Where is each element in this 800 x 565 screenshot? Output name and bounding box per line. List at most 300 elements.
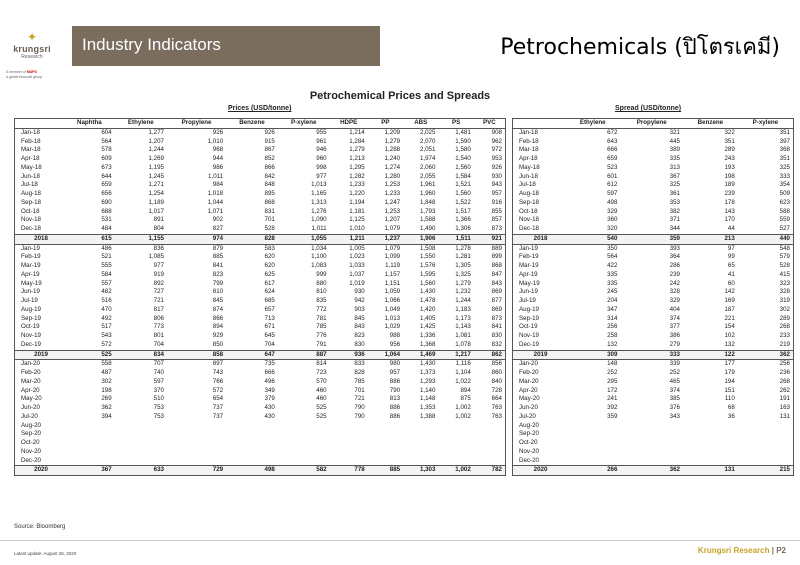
table-cell: 528 (264, 225, 275, 232)
krungsri-logo (8, 30, 56, 70)
table-cell: 335 (669, 155, 680, 162)
row-label: Oct-19 (519, 323, 538, 331)
table-row (513, 181, 794, 190)
table-row (15, 404, 506, 413)
table-cell: 633 (115, 466, 167, 476)
table-cell (330, 448, 368, 457)
table-cell (620, 457, 683, 466)
row-label: Mar-20 (519, 377, 539, 385)
table-cell: 957 (491, 190, 502, 197)
table-cell: 325 (669, 181, 680, 189)
table-cell: 737 (212, 412, 224, 420)
table-row (513, 395, 794, 404)
table-row (513, 146, 794, 155)
table-cell: 753 (153, 404, 164, 411)
table-cell: 977 (153, 262, 164, 269)
row-label: Sep-19 (519, 314, 539, 322)
table-cell: 122 (683, 350, 738, 360)
table-cell: 1,029 (384, 323, 401, 331)
row-label: May-20 (519, 395, 540, 403)
table-cell: 1,276 (311, 207, 327, 215)
table-row (15, 244, 506, 253)
table-cell: 319 (779, 297, 790, 304)
table-cell: 988 (389, 332, 401, 339)
table-cell: 204 (607, 297, 618, 304)
prices-col-header: PP (368, 119, 403, 129)
table-cell (683, 448, 738, 457)
table-cell: 1,002 (438, 466, 473, 476)
table-cell: 256 (607, 323, 618, 331)
table-cell: 1,209 (384, 128, 401, 136)
table-cell: 1,066 (384, 297, 401, 304)
table-cell: 392 (607, 404, 618, 411)
table-cell: 154 (724, 323, 735, 331)
table-cell: 1,011 (311, 225, 327, 232)
table-cell (683, 457, 738, 466)
table-cell: 170 (724, 216, 735, 224)
table-cell: 657 (264, 305, 275, 313)
table-cell: 579 (779, 253, 790, 261)
table-cell (226, 439, 278, 448)
table-cell: 743 (212, 369, 224, 376)
table-cell: 360 (607, 216, 618, 224)
table-cell: 1,099 (384, 253, 401, 261)
row-label: Dec-20 (21, 456, 41, 464)
table-cell: 252 (607, 369, 618, 376)
table-cell: 517 (101, 323, 112, 331)
table-row (513, 332, 794, 341)
table-row (15, 234, 506, 244)
table-cell: 1,018 (207, 190, 224, 197)
table-cell: 984 (212, 181, 224, 189)
table-cell: 799 (212, 279, 224, 287)
row-label: Jan-20 (21, 360, 40, 368)
table-cell: 525 (316, 404, 327, 411)
table-cell: 1,037 (349, 270, 365, 278)
table-cell: 1,100 (311, 253, 327, 261)
header-band (72, 26, 800, 66)
table-row (15, 387, 506, 396)
table-cell: 393 (669, 244, 680, 252)
table-cell: 215 (738, 466, 794, 476)
member-brand: MUFG (26, 70, 38, 74)
row-label: Nov-19 (21, 332, 41, 339)
table-row (15, 350, 506, 360)
table-cell: 313 (669, 163, 680, 171)
table-cell: 894 (460, 386, 471, 394)
table-cell: 1,281 (455, 253, 471, 261)
table-row (513, 208, 794, 217)
table-cell: 279 (669, 340, 680, 348)
table-cell: 1,560 (419, 279, 436, 287)
table-cell: 1,388 (419, 412, 436, 420)
table-row (15, 199, 506, 208)
row-label: Mar-18 (519, 146, 539, 154)
spreads-header-row (513, 119, 794, 129)
table-cell: 1,244 (455, 297, 471, 304)
table-cell: 213 (683, 234, 738, 244)
table-row (513, 138, 794, 147)
table-cell: 980 (389, 360, 401, 368)
table-cell (738, 448, 794, 457)
table-cell (167, 448, 226, 457)
table-cell: 791 (316, 340, 327, 348)
table-cell (278, 448, 330, 457)
table-cell: 404 (669, 305, 680, 313)
table-row (513, 341, 794, 350)
table-cell: 1,155 (115, 234, 167, 244)
table-cell: 842 (264, 172, 275, 180)
table-cell: 1,580 (455, 146, 471, 154)
table-row (513, 288, 794, 297)
table-cell: 219 (779, 340, 790, 348)
row-label: Aug-18 (21, 190, 41, 197)
table-row (15, 315, 506, 324)
table-cell (115, 422, 167, 431)
table-cell: 1,055 (278, 234, 330, 244)
table-cell: 874 (212, 305, 224, 313)
table-cell: 879 (212, 244, 224, 252)
table-cell: 1,183 (455, 305, 471, 313)
table-cell: 325 (779, 163, 790, 171)
table-cell: 776 (316, 332, 327, 339)
table-cell: 323 (779, 279, 790, 287)
table-cell: 916 (491, 198, 502, 206)
table-cell: 1,085 (148, 253, 164, 261)
table-cell: 1,013 (311, 181, 327, 189)
row-label: 2019 (15, 350, 65, 360)
page-title: Petrochemicals (ปิโตรเคมี) (500, 35, 780, 60)
prices-col-header: Benzene (226, 119, 278, 129)
table-cell: 302 (779, 305, 790, 313)
table-cell: 773 (153, 323, 164, 331)
table-cell: 1,220 (349, 190, 365, 197)
table-row (513, 360, 794, 369)
table-row (15, 216, 506, 225)
table-cell: 1,247 (384, 198, 401, 206)
table-cell: 1,373 (419, 369, 436, 376)
table-cell: 187 (724, 305, 735, 313)
table-row (15, 422, 506, 431)
row-label: May-18 (21, 163, 42, 171)
row-label: Jul-19 (21, 297, 38, 304)
table-cell: 830 (354, 340, 365, 348)
row-label: Feb-18 (21, 137, 41, 145)
table-cell: 1,232 (455, 288, 471, 296)
table-cell: 588 (779, 207, 790, 215)
table-row (15, 225, 506, 234)
table-cell: 1,282 (349, 172, 365, 180)
table-cell: 377 (669, 323, 680, 331)
table-cell: 1,213 (349, 155, 365, 162)
table-cell: 1,059 (384, 288, 401, 296)
table-cell: 289 (724, 146, 735, 154)
spreads-col-header: Benzene (683, 119, 738, 129)
row-label: Feb-20 (519, 369, 539, 376)
table-row (15, 378, 506, 387)
table-row (513, 466, 794, 476)
table-cell: 727 (153, 288, 164, 296)
table-cell: 1,022 (455, 377, 471, 385)
table-cell (278, 457, 330, 466)
page-number: | P2 (771, 546, 786, 555)
table-cell: 1,237 (368, 234, 403, 244)
table-cell: 1,508 (419, 244, 436, 252)
spreads-col-header: Ethylene (565, 119, 620, 129)
table-cell: 601 (607, 172, 618, 180)
prices-col-header: Propylene (167, 119, 226, 129)
table-row (513, 216, 794, 225)
table-cell: 289 (779, 314, 790, 322)
table-cell: 868 (491, 262, 502, 269)
table-cell: 926 (212, 128, 224, 136)
table-cell: 509 (779, 190, 790, 197)
table-cell: 1,279 (455, 279, 471, 287)
row-label: Jun-20 (519, 404, 538, 411)
table-row (15, 155, 506, 164)
row-label: Dec-20 (519, 456, 539, 464)
table-cell: 1,079 (384, 244, 401, 252)
table-cell: 374 (669, 386, 680, 394)
table-cell: 351 (779, 128, 790, 136)
table-row (15, 439, 506, 448)
row-label: Apr-18 (21, 155, 40, 162)
table-cell: 953 (491, 155, 502, 162)
table-cell: 999 (316, 270, 327, 278)
spreads-col-header (513, 119, 566, 129)
table-cell (330, 422, 368, 431)
table-cell: 647 (226, 350, 278, 360)
table-cell: 492 (101, 314, 112, 322)
table-cell: 1,288 (384, 146, 401, 154)
table-row (15, 297, 506, 306)
row-label: Oct-18 (21, 207, 40, 215)
table-cell: 857 (491, 216, 502, 224)
table-row (513, 225, 794, 234)
table-cell (226, 422, 278, 431)
table-cell: 347 (607, 305, 618, 313)
table-row (513, 199, 794, 208)
table-cell: 1,961 (419, 181, 436, 189)
table-cell: 333 (779, 172, 790, 180)
table-cell: 1,306 (455, 225, 471, 232)
table-row (15, 280, 506, 289)
table-cell: 998 (316, 163, 327, 171)
table-cell: 685 (264, 297, 275, 304)
table-cell: 2,055 (419, 172, 436, 180)
table-cell: 781 (316, 314, 327, 322)
table-cell: 1,233 (349, 181, 365, 189)
table-row (513, 164, 794, 173)
table-cell: 321 (669, 128, 680, 136)
table-cell: 782 (474, 466, 506, 476)
table-cell: 645 (264, 332, 275, 339)
table-cell: 295 (607, 377, 618, 385)
row-label: May-18 (519, 163, 540, 171)
table-cell: 179 (724, 369, 735, 376)
table-cell: 482 (101, 288, 112, 296)
table-cell: 527 (779, 225, 790, 232)
table-row (15, 262, 506, 271)
table-cell: 897 (212, 360, 224, 368)
table-cell: 44 (727, 225, 735, 232)
table-cell: 329 (607, 207, 618, 215)
table-cell: 361 (669, 190, 680, 197)
table-cell: 362 (738, 350, 794, 360)
table-cell: 2,070 (419, 137, 436, 145)
row-label: Jan-20 (519, 360, 538, 368)
table-cell: 368 (779, 146, 790, 154)
table-cell: 1,405 (419, 314, 436, 322)
table-cell: 944 (212, 155, 224, 162)
row-label: Jul-20 (21, 412, 38, 420)
page-header (0, 0, 800, 85)
row-label: Mar-20 (21, 377, 41, 385)
row-label: Jan-19 (21, 244, 40, 252)
prices-col-header: P-xylene (278, 119, 330, 129)
table-cell: 625 (264, 270, 275, 278)
table-cell: 1,253 (384, 181, 401, 189)
table-cell (403, 439, 438, 448)
table-cell: 525 (64, 350, 115, 360)
prices-col-header: PS (438, 119, 473, 129)
table-cell: 659 (101, 181, 112, 189)
table-cell: 460 (316, 386, 327, 394)
table-cell: 555 (101, 262, 112, 269)
table-cell: 266 (565, 466, 620, 476)
table-row (513, 323, 794, 332)
table-row (513, 297, 794, 306)
table-cell: 1,560 (455, 163, 471, 171)
table-cell: 946 (316, 146, 327, 154)
table-cell: 673 (101, 163, 112, 171)
table-cell: 132 (724, 340, 735, 348)
row-label: Feb-18 (519, 137, 539, 145)
table-cell: 766 (212, 377, 224, 385)
table-cell: 397 (779, 137, 790, 145)
row-label: Dec-19 (21, 340, 41, 348)
row-label: Sep-18 (519, 198, 539, 206)
table-cell (64, 422, 115, 431)
table-cell: 887 (278, 350, 330, 360)
table-cell: 880 (316, 279, 327, 287)
table-cell: 968 (212, 146, 224, 154)
table-cell: 1,244 (148, 146, 164, 154)
table-cell (474, 439, 506, 448)
table-cell: 169 (724, 297, 735, 304)
table-cell: 942 (354, 297, 365, 304)
table-cell: 1,280 (384, 172, 401, 180)
table-cell: 415 (779, 270, 790, 278)
table-cell: 841 (491, 323, 502, 331)
table-cell: 620 (264, 262, 275, 269)
row-label: Apr-20 (519, 386, 538, 394)
table-row (15, 369, 506, 378)
table-cell: 516 (101, 297, 112, 304)
row-label: Dec-18 (21, 225, 41, 232)
row-label: Jul-19 (519, 297, 536, 304)
table-cell (330, 439, 368, 448)
table-row (15, 146, 506, 155)
table-cell (278, 430, 330, 439)
table-cell: 268 (779, 323, 790, 331)
table-cell: 955 (316, 128, 327, 136)
table-row (513, 128, 794, 137)
table-cell: 422 (607, 262, 618, 269)
table-cell: 1,295 (349, 163, 365, 171)
table-cell: 430 (264, 412, 275, 420)
table-cell: 1,233 (384, 190, 401, 197)
table-row (513, 422, 794, 431)
table-cell: 891 (153, 216, 164, 224)
table-cell: 1,217 (438, 350, 473, 360)
table-cell: 322 (724, 128, 735, 136)
table-cell: 102 (724, 332, 735, 339)
table-row (15, 190, 506, 199)
table-cell: 557 (101, 279, 112, 287)
row-label: Nov-18 (21, 216, 41, 224)
row-label: May-19 (519, 279, 540, 287)
table-cell: 583 (264, 244, 275, 252)
table-cell: 430 (264, 404, 275, 411)
table-cell: 470 (101, 305, 112, 313)
prices-col-header (15, 119, 65, 129)
row-label: Nov-19 (519, 332, 539, 339)
table-cell: 961 (316, 137, 327, 145)
table-cell (64, 430, 115, 439)
table-cell: 597 (153, 377, 164, 385)
table-cell: 833 (354, 360, 365, 368)
table-cell (403, 448, 438, 457)
table-row (513, 413, 794, 422)
table-cell: 1,305 (455, 262, 471, 269)
table-cell: 666 (607, 146, 618, 154)
row-label: Feb-19 (519, 253, 539, 261)
table-cell: 2,051 (419, 146, 436, 154)
row-label: Aug-20 (21, 421, 41, 429)
table-cell: 382 (669, 207, 680, 215)
table-cell: 2,060 (419, 163, 436, 171)
table-cell: 329 (669, 297, 680, 304)
table-cell: 823 (354, 332, 365, 339)
table-cell (474, 430, 506, 439)
table-cell: 1,005 (349, 244, 365, 252)
table-cell: 256 (779, 360, 790, 368)
table-cell: 191 (779, 395, 790, 403)
table-cell: 570 (316, 377, 327, 385)
row-label: May-19 (21, 279, 42, 287)
table-cell: 1,125 (349, 216, 365, 224)
table-row (513, 306, 794, 315)
table-cell: 1,269 (148, 155, 164, 162)
table-cell: 892 (153, 279, 164, 287)
latest-update: Latest update: August 26, 2020 (14, 551, 77, 556)
table-cell: 1,207 (384, 216, 401, 224)
table-cell: 1,313 (311, 198, 327, 206)
header-band-right (380, 26, 800, 66)
table-cell: 704 (153, 340, 164, 348)
prices-body (15, 128, 506, 475)
table-cell: 584 (101, 270, 112, 278)
table-cell: 597 (607, 190, 618, 197)
table-cell: 1,049 (384, 305, 401, 313)
table-row (15, 253, 506, 262)
table-cell: 1,906 (403, 234, 438, 244)
prices-title: Prices (USD/tonne) (228, 105, 292, 112)
table-cell: 1,271 (148, 181, 164, 189)
table-row (513, 244, 794, 253)
table-cell: 578 (101, 146, 112, 154)
